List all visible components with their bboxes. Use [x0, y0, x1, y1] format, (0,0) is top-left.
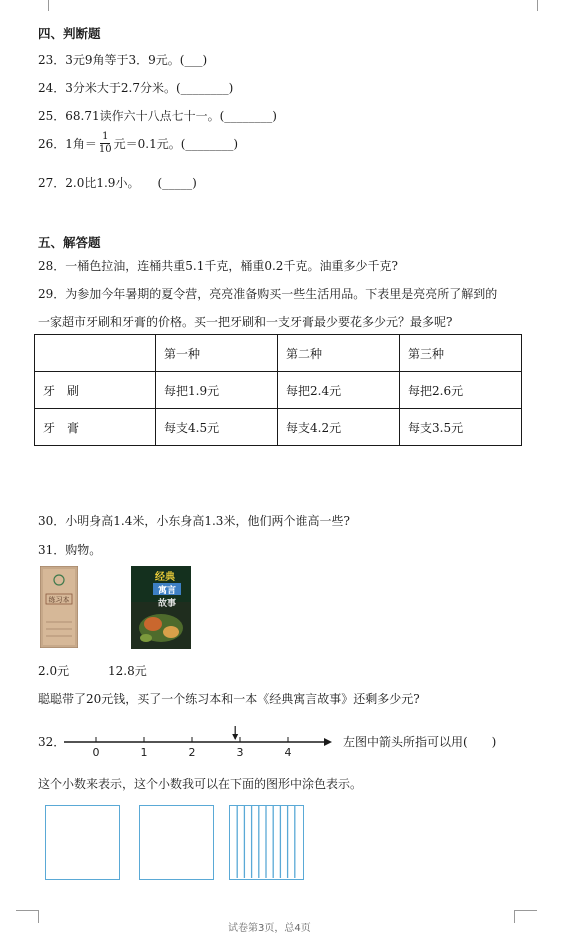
question-32-text1: 左图中箭头所指可以用( )	[343, 735, 497, 749]
number-line-tick-label: 0	[92, 746, 100, 759]
question-32-label: 32．	[38, 735, 66, 749]
question-29-line2: 一家超市牙刷和牙膏的价格。买一把牙刷和一支牙膏最少要花多少元？最多呢?	[38, 315, 453, 329]
notebook-title: 练习本	[48, 596, 70, 604]
table-row	[35, 409, 522, 446]
blank-square	[139, 805, 214, 880]
crop-mark	[26, 0, 49, 11]
section4-heading: 四、判断题	[38, 26, 101, 41]
table-cell: 每支4.5元	[156, 409, 278, 446]
price-table	[34, 334, 522, 446]
number-line	[60, 722, 338, 764]
fraction-denominator: 10	[98, 144, 112, 155]
book-title-bottom: 故事	[157, 599, 177, 609]
question-31: 31．购物。	[38, 543, 102, 557]
table-header-cell: 第三种	[400, 335, 522, 372]
striped-square	[229, 805, 304, 880]
number-line-arrowhead	[324, 738, 332, 746]
question-25: 25．68.71读作六十八点七十一。(________)	[38, 109, 277, 123]
blank-square	[45, 805, 120, 880]
number-line-tick-label: 4	[284, 746, 292, 759]
crop-mark	[537, 0, 560, 11]
page-footer: 试卷第3页，总4页	[228, 923, 311, 934]
table-header-cell: 第二种	[278, 335, 400, 372]
question-26	[38, 131, 238, 156]
question-31-question: 聪聪带了20元钱，买了一个练习本和一本《经典寓言故事》还剩多少元?	[38, 692, 420, 706]
number-line-tick-label: 3	[236, 746, 244, 759]
crop-mark	[16, 910, 39, 923]
book-title-top: 经典	[155, 572, 175, 583]
table-header-cell	[35, 335, 156, 372]
notebook-image	[40, 566, 78, 648]
table-cell: 每把2.4元	[278, 372, 400, 409]
table-cell: 牙 膏	[35, 409, 156, 446]
table-cell: 每支4.2元	[278, 409, 400, 446]
q26-suffix: 元＝0.1元。(________)	[113, 137, 239, 151]
book-image	[131, 566, 191, 649]
price-notebook: 2.0元	[38, 664, 70, 678]
question-28: 28．一桶色拉油，连桶共重5.1千克，桶重0.2千克。油重多少千克?	[38, 259, 398, 273]
question-23: 23．3元9角等于3．9元。(___)	[38, 53, 208, 67]
table-header-cell: 第一种	[156, 335, 278, 372]
question-29-line1: 29．为参加今年暑期的夏令营，亮亮准备购买一些生活用品。下表里是亮亮所了解到的	[38, 287, 498, 301]
question-24: 24．3分米大于2.7分米。(________)	[38, 81, 234, 95]
section5-heading: 五、解答题	[38, 235, 101, 250]
table-cell: 牙 刷	[35, 372, 156, 409]
question-27: 27．2.0比1.9小。 (_____)	[38, 176, 197, 190]
table-cell: 每把1.9元	[156, 372, 278, 409]
question-30: 30．小明身高1.4米，小东身高1.3米，他们两个谁高一些?	[38, 514, 350, 528]
number-line-tick-label: 2	[188, 746, 196, 759]
q26-prefix: 26．1角＝	[38, 137, 97, 151]
table-header-row	[35, 335, 522, 372]
table-row	[35, 372, 522, 409]
fraction-numerator: 1	[102, 131, 109, 142]
price-book: 12.8元	[108, 664, 147, 678]
book-title-mid: 寓言	[157, 586, 177, 596]
fraction	[99, 131, 112, 156]
down-arrow-icon	[232, 726, 238, 740]
table-cell: 每支3.5元	[400, 409, 522, 446]
crop-mark	[514, 910, 537, 923]
question-32-text2: 这个小数来表示，这个小数我可以在下面的图形中涂色表示。	[38, 777, 363, 791]
number-line-tick-label: 1	[140, 746, 148, 759]
table-cell: 每把2.6元	[400, 372, 522, 409]
